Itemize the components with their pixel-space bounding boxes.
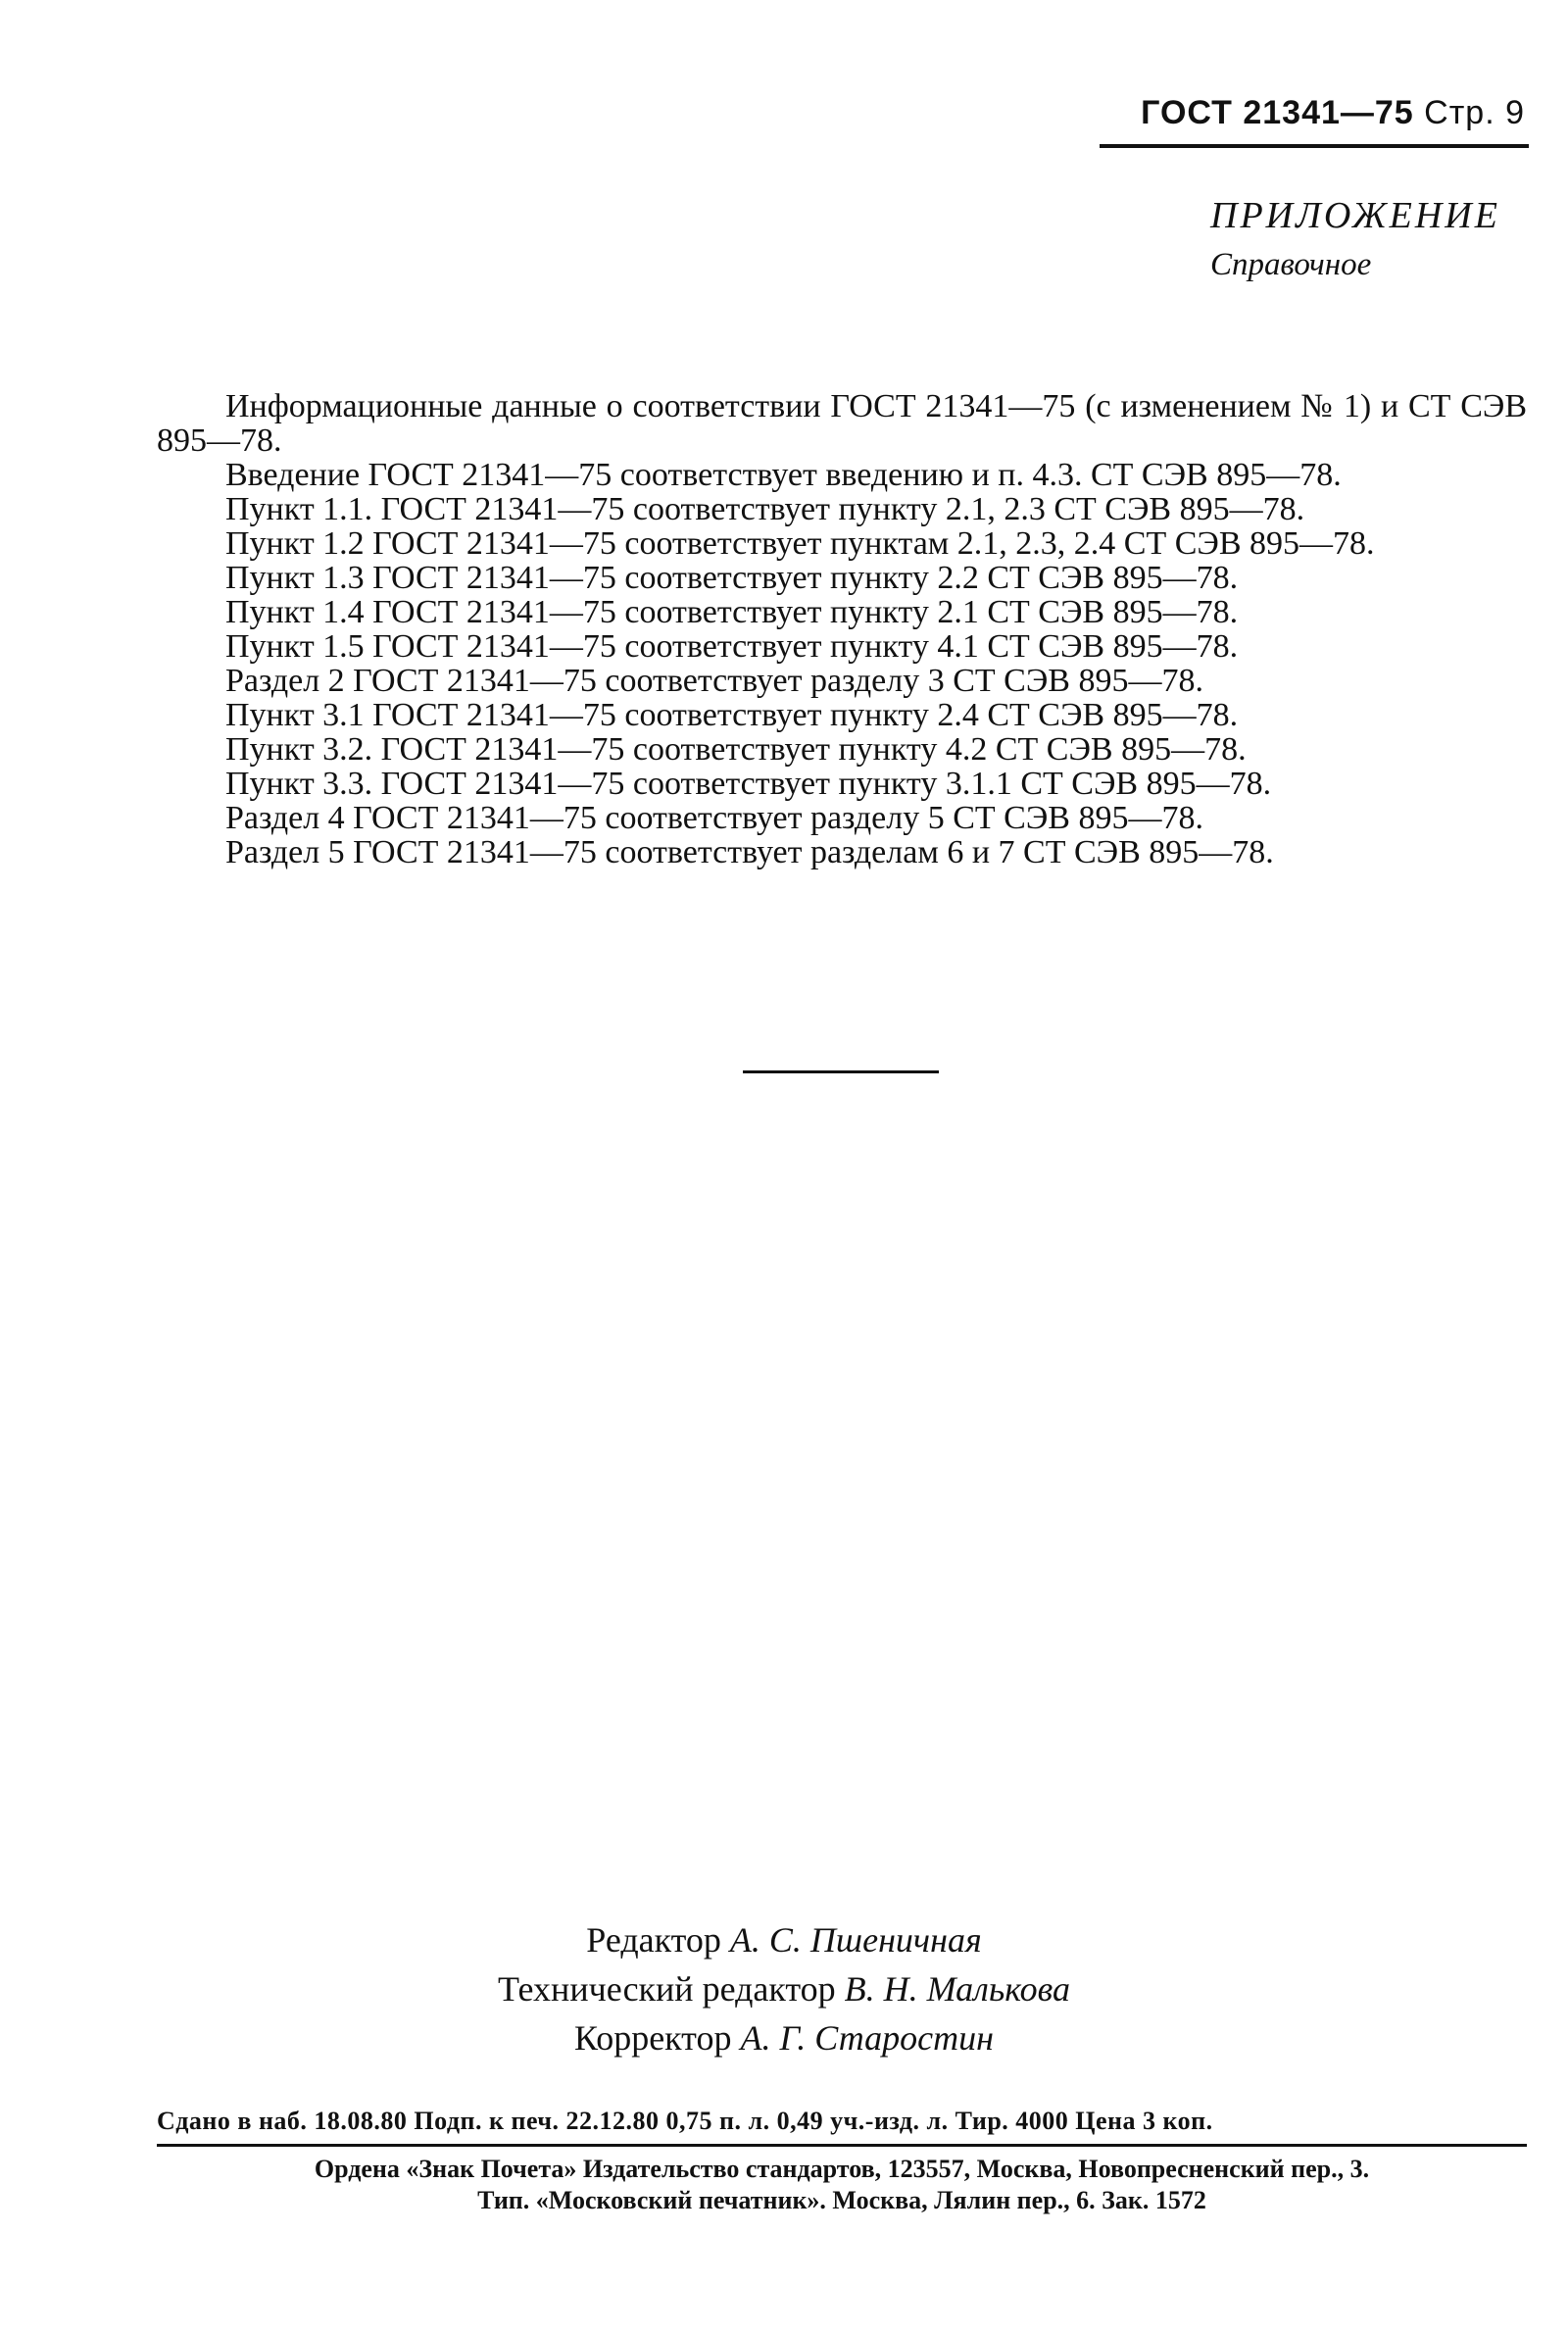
paragraph: Пункт 1.2 ГОСТ 21341—75 соответствует пунктам 2.1, 2.3, 2.4 СТ СЭВ 895—78. [225,525,1375,562]
publisher-line: Ордена «Знак Почета» Издательство стандартов, 123557, Москва, Новопресненский пер., 3. [314,2155,1370,2183]
tech-editor-line [0,1964,1568,2013]
appendix-subtitle: Справочное [1210,247,1372,282]
paragraph: Пункт 1.4 ГОСТ 21341—75 соответствует пункту 2.1 СТ СЭВ 895—78. [225,594,1239,630]
paragraph: Введение ГОСТ 21341—75 соответствует введению и п. 4.3. СТ СЭВ 895—78. [225,457,1342,493]
paragraph: Раздел 2 ГОСТ 21341—75 соответствует разделу 3 СТ СЭВ 895—78. [225,663,1203,699]
document-number: ГОСТ 21341—75 [1141,94,1414,131]
page-number: Стр. 9 [1424,94,1525,131]
print-details: Сдано в наб. 18.08.80 Подп. к печ. 22.12.80 0,75 п. л. 0,49 уч.-изд. л. Тир. 4000 Цена 3 коп. [157,2107,1213,2135]
corrector-line [0,2013,1568,2062]
header-rule [1100,144,1529,148]
paragraph: Раздел 5 ГОСТ 21341—75 соответствует разделам 6 и 7 СТ СЭВ 895—78. [225,834,1274,870]
corrector-name: А. Г. Старостин [740,2018,995,2058]
editor-label: Редактор [586,1920,721,1960]
correspondence-text [157,389,1527,869]
appendix-title: ПРИЛОЖЕНИЕ [1210,195,1500,236]
paragraph: Пункт 1.5 ГОСТ 21341—75 соответствует пункту 4.1 СТ СЭВ 895—78. [225,628,1239,665]
paragraph: Пункт 3.1 ГОСТ 21341—75 соответствует пункту 2.4 СТ СЭВ 895—78. [225,697,1239,733]
paragraph: Раздел 4 ГОСТ 21341—75 соответствует разделу 5 СТ СЭВ 895—78. [225,800,1203,836]
paragraph: Пункт 3.2. ГОСТ 21341—75 соответствует пункту 4.2 СТ СЭВ 895—78. [225,731,1247,768]
credits [0,1915,1568,2062]
tech-editor-name: В. Н. Малькова [844,1969,1071,2009]
paragraph: Пункт 1.1. ГОСТ 21341—75 соответствует пункту 2.1, 2.3 СТ СЭВ 895—78. [225,491,1305,527]
page-header [1141,94,1525,132]
tech-editor-label: Технический редактор [497,1969,836,2009]
paragraph: Пункт 1.3 ГОСТ 21341—75 соответствует пункту 2.2 СТ СЭВ 895—78. [225,560,1239,596]
editor-line [0,1915,1568,1964]
corrector-label: Корректор [573,2018,732,2058]
printer-line: Тип. «Московский печатник». Москва, Лялин пер., 6. Зак. 1572 [477,2186,1206,2214]
paragraph: Информационные данные о соответствии ГОСТ 21341—75 (с изменением № 1) и СТ СЭВ 895—78. [157,388,1527,459]
footer-rule [157,2144,1527,2147]
publisher-info [157,2154,1527,2216]
paragraph: Пункт 3.3. ГОСТ 21341—75 соответствует пункту 3.1.1 СТ СЭВ 895—78. [225,766,1272,802]
section-divider [743,1070,939,1073]
editor-name: А. С. Пшеничная [729,1920,982,1960]
